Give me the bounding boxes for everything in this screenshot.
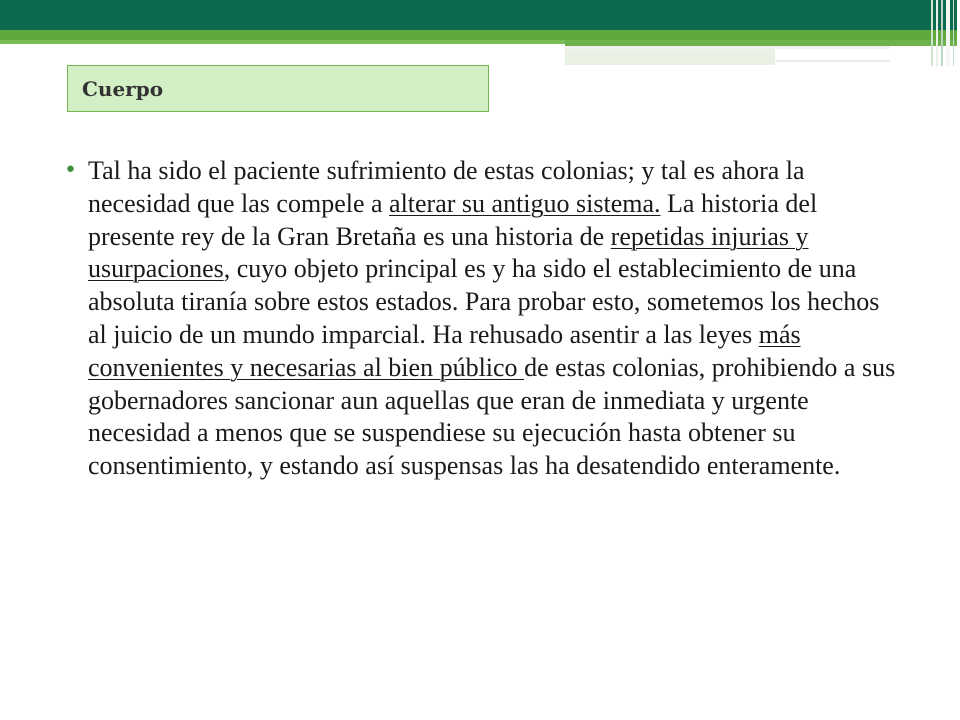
header-stripe: [931, 0, 933, 66]
header-stripe: [936, 0, 939, 66]
header-band-accent-left: [0, 40, 565, 44]
text-run: La historia del presente rey de la Gran Bretaña es una historia de: [88, 188, 818, 251]
header-stripe: [953, 0, 955, 66]
text-run: Tal ha sido el paciente sufrimiento de estas colonias; y tal es ahora la necesidad que las compele a: [88, 156, 805, 218]
underlined-text-run: repetidas injurias y usurpaciones: [88, 221, 809, 284]
body-content: [64, 155, 904, 483]
text-run: , cuyo objeto principal es y ha sido el establecimiento de una absoluta tiranía sobre estos estados. Para probar esto, sometemos los hechos al juicio de un mundo imparcial. Ha rehusado asentir a las leyes: [88, 254, 880, 349]
header-stripes: [928, 0, 960, 66]
body-paragraph: [88, 155, 904, 483]
underlined-text-run: alterar su antiguo sistema.: [389, 188, 661, 218]
text-run: de estas colonias, prohibiendo a sus gobernadores sancionar aun aquellas que eran de inmediata y urgente necesidad a menos que se suspendiese su ejecución hasta obtener su consentimiento, y estando así suspensas las ha desatendido enteramente.: [88, 352, 896, 481]
bullet-marker: •: [64, 158, 77, 183]
section-title: Cuerpo: [82, 76, 164, 101]
header-stripe: [941, 0, 943, 66]
header-step-line: [775, 60, 890, 62]
header-band-dark: [0, 0, 960, 30]
header-stripe: [946, 0, 950, 66]
section-title-box: [67, 65, 489, 112]
header-band-light: [0, 30, 960, 40]
underlined-text-run: más convenientes y necesarias al bien público: [88, 319, 801, 382]
header-step-band: [565, 49, 775, 65]
